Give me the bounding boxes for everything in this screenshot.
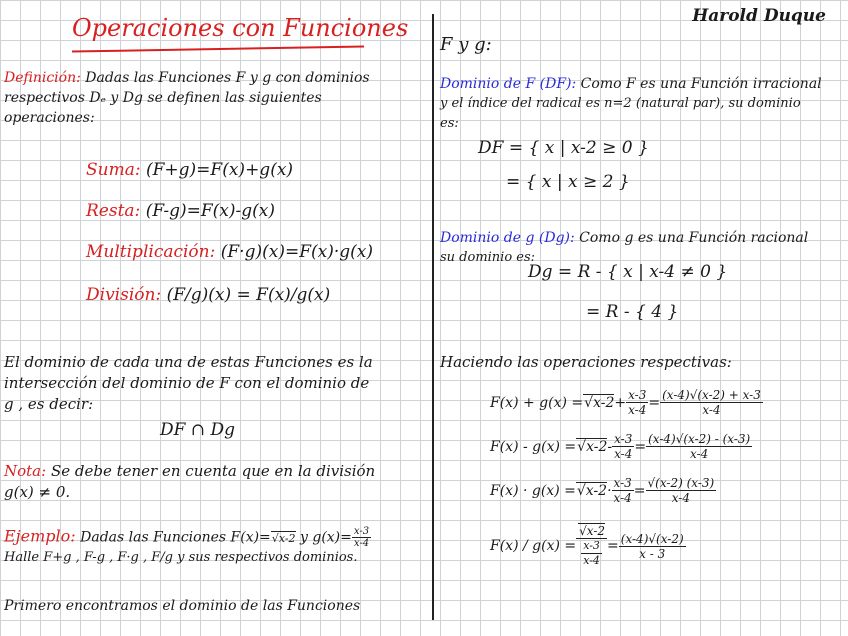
result-div-lhs: F(x) / g(x) =	[490, 538, 577, 554]
result-sum-frac-num: x-3	[628, 388, 647, 402]
result-div-inner-den: x-4	[583, 554, 600, 567]
page-title: Operaciones con Funciones	[72, 14, 409, 42]
domg-line-2: su dominio es:	[440, 250, 536, 265]
result-mul-lhs: F(x) · g(x) =	[490, 482, 576, 499]
op-div-expr: (F/g)(x) = F(x)/g(x)	[166, 285, 331, 305]
example-text-1: Dadas las Funciones F(x)=	[75, 529, 271, 546]
op-div-label: División:	[86, 285, 162, 305]
result-sub-res	[646, 432, 752, 461]
result-div-complex-num	[576, 524, 607, 539]
result-mul-res	[646, 476, 717, 505]
result-div-complex-den	[579, 539, 604, 568]
domg-label: Dominio de g (Dg):	[440, 230, 575, 246]
definition-line-3: operaciones:	[4, 110, 95, 126]
result-sum	[490, 388, 763, 417]
result-sub-lhs: F(x) - g(x) =	[490, 438, 577, 455]
result-div-res-num: (x-4)√(x-2)	[620, 531, 684, 546]
center-divider	[432, 14, 434, 620]
domain-intersection: DF ∩ Dg	[160, 420, 235, 440]
result-sum-frac	[626, 388, 648, 417]
domain-line-3: g , es decir:	[4, 395, 94, 413]
result-sum-res	[660, 388, 763, 417]
result-sub-res-den: x-4	[690, 447, 709, 461]
result-div-res-den: x - 3	[639, 546, 666, 561]
example-line-1	[4, 526, 371, 549]
op-sum	[86, 160, 293, 180]
result-sub-op: -	[607, 438, 613, 455]
result-div-complex	[576, 524, 607, 568]
result-sub-frac	[612, 432, 634, 461]
domf-label: Dominio de F (DF):	[440, 76, 577, 92]
example-g-num: x-3	[353, 526, 370, 537]
definition-line-1	[4, 68, 370, 88]
definition-text-1: Dadas las Funciones F y g con dominios	[80, 70, 370, 86]
result-mul	[490, 476, 716, 505]
result-div-sqrt: √ x-2	[578, 523, 605, 538]
result-sub	[490, 432, 752, 461]
domf-set-2: = { x | x ≥ 2 }	[506, 172, 630, 192]
example-g-den: x-4	[353, 538, 370, 549]
domf-line-2: y el índice del radical es n=2 (natural par), su dominio	[440, 96, 801, 111]
definition-line-2: respectivos Dₑ y Dg se definen las siguientes	[4, 90, 322, 106]
domf-text-1: Como F es una Función irracional	[576, 76, 822, 92]
result-sum-frac-den: x-4	[628, 403, 647, 417]
note-line-2: g(x) ≠ 0.	[4, 483, 71, 501]
result-sub-frac-num: x-3	[614, 432, 633, 446]
domg-line-1	[440, 228, 808, 248]
result-sum-res-den: x-4	[702, 403, 721, 417]
author-signature: Harold Duque	[692, 6, 826, 26]
op-mul-label: Multiplicación:	[86, 242, 216, 262]
note-text-1: Se debe tener en cuenta que en la división	[46, 462, 376, 480]
op-sub	[86, 201, 275, 221]
result-div	[490, 524, 686, 568]
example-g-fraction	[352, 526, 371, 549]
result-sum-res-num: (x-4)√(x-2) + x-3	[662, 388, 761, 402]
op-sum-label: Suma:	[86, 160, 141, 180]
domg-set-2: = R - { 4 }	[586, 302, 679, 322]
note-label: Nota:	[4, 462, 47, 480]
result-sub-sqrt: √ x-2	[576, 438, 607, 455]
example-and: y g(x)=	[295, 529, 352, 546]
result-sum-eq: =	[648, 394, 661, 411]
op-mul-expr: (F·g)(x)=F(x)·g(x)	[220, 242, 373, 262]
domain-line-1: El dominio de cada una de estas Funciones es la	[4, 353, 373, 371]
domf-line-3: es:	[440, 116, 459, 131]
bottom-line: Primero encontramos el dominio de las Funciones	[4, 598, 361, 614]
ops-intro: Haciendo las operaciones respectivas:	[440, 353, 732, 371]
domf-set-1: DF = { x | x-2 ≥ 0 }	[478, 138, 649, 158]
result-mul-frac	[612, 476, 634, 505]
result-div-eq: =	[607, 538, 619, 554]
domg-set-1: Dg = R - { x | x-4 ≠ 0 }	[528, 262, 728, 282]
example-label: Ejemplo:	[4, 526, 76, 546]
op-sum-expr: (F+g)=F(x)+g(x)	[145, 160, 294, 180]
result-sub-frac-den: x-4	[614, 447, 633, 461]
result-div-inner-frac	[581, 539, 602, 568]
result-mul-frac-num: x-3	[613, 476, 632, 490]
result-mul-res-num: √(x-2) (x-3)	[647, 476, 715, 490]
result-mul-eq: =	[633, 482, 646, 499]
result-mul-op: ·	[607, 482, 612, 499]
result-div-res	[619, 532, 686, 561]
op-sub-expr: (F-g)=F(x)-g(x)	[145, 201, 275, 221]
result-sum-op: +	[614, 394, 627, 411]
result-mul-res-den: x-4	[671, 491, 690, 505]
result-sub-res-num: (x-4)√(x-2) - (x-3)	[648, 432, 751, 446]
result-div-inner-num: x-3	[583, 539, 600, 552]
domain-line-2: intersección del dominio de F con el dominio de	[4, 374, 370, 392]
note-line-1	[4, 461, 375, 481]
example-line-2: Halle F+g , F-g , F·g , F/g y sus respectivos dominios.	[4, 550, 358, 565]
result-sum-lhs: F(x) + g(x) =	[490, 394, 584, 411]
domf-line-1	[440, 74, 822, 94]
op-div	[86, 285, 330, 305]
example-sqrt: √ x-2	[271, 531, 296, 545]
domg-text-1: Como g es una Función racional	[574, 230, 809, 246]
result-sum-sqrt: √ x-2	[583, 394, 614, 411]
definition-label: Definición:	[4, 70, 81, 86]
op-sub-label: Resta:	[86, 201, 141, 221]
right-heading: F y g:	[440, 34, 492, 55]
title-underline	[72, 45, 364, 52]
result-mul-sqrt: √ x-2	[576, 482, 607, 499]
result-sub-eq: =	[634, 438, 647, 455]
op-mul	[86, 242, 373, 262]
result-mul-frac-den: x-4	[613, 491, 632, 505]
